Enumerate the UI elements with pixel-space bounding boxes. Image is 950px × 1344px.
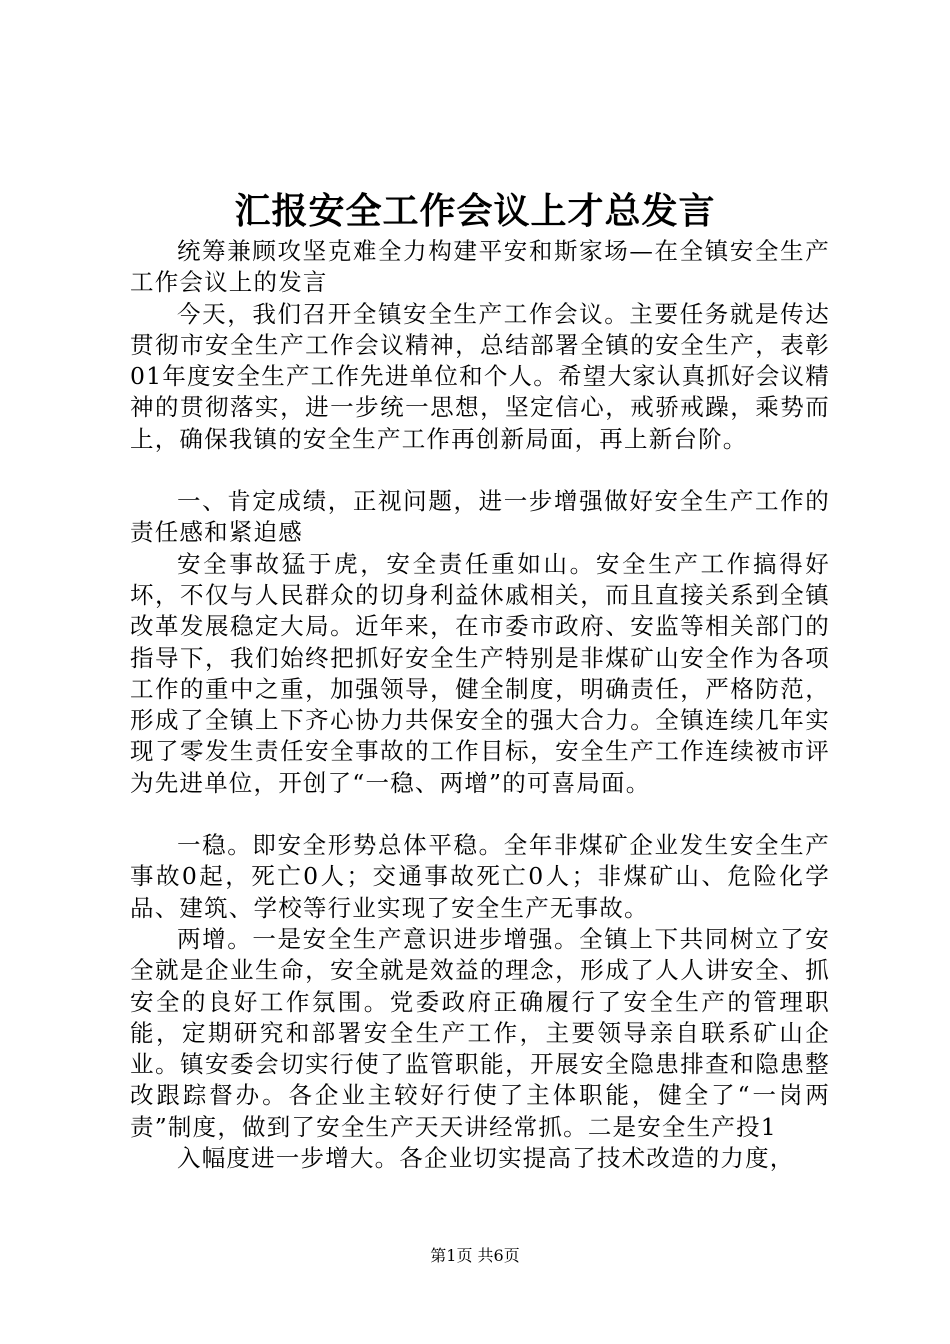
paragraph-gap (130, 455, 830, 486)
section-heading-1: 一、肯定成绩，正视问题，进一步增强做好安全生产工作的责任感和紧迫感 (130, 487, 830, 547)
page-footer: 第1页 共6页 (430, 1246, 520, 1265)
document-title: 汇报安全工作会议上才总发言 (234, 190, 716, 232)
paragraph-achievements: 安全事故猛于虎，安全责任重如山。安全生产工作搞得好坏，不仅与人民群众的切身利益休戚相关，而且直接关系到全镇改革发展稳定大局。近年来，在市委市政府、安监等相关部门的指导下，我们始终把抓好安全生产特别是非煤矿山安全作为各项工作的重中之重，加强领导，健全制度，明确责任，严格防范，形成了全镇上下齐心协力共保安全的强大合力。全镇连续几年实现了零发生责任安全事故的工作目标，安全生产工作连续被市评为先进单位，开创了“一稳、两增”的可喜局面。 (130, 549, 830, 797)
paragraph-intro: 今天，我们召开全镇安全生产工作会议。主要任务就是传达贯彻市安全生产工作会议精神，总结部署全镇的安全生产，表彰01年度安全生产工作先进单位和个人。希望大家认真抓好会议精神的贯彻落实，进一步统一思想，坚定信心，戒骄戒躁，乘势而上，确保我镇的安全生产工作再创新局面，再上新台阶。 (130, 299, 830, 453)
paragraph-continued: 入幅度进一步增大。各企业切实提高了技术改造的力度， (177, 1144, 795, 1173)
document-body (130, 236, 830, 1174)
paragraph-gap (130, 799, 830, 830)
paragraph-subtitle: 统筹兼顾攻坚克难全力构建平安和斯家场—在全镇安全生产工作会议上的发言 (130, 237, 830, 297)
paragraph-stable: 一稳。即安全形势总体平稳。全年非煤矿企业发生安全生产事故0起，死亡0人；交通事故死亡0人；非煤矿山、危险化学品、建筑、学校等行业实现了安全生产无事故。 (130, 831, 830, 922)
paragraph-increase: 两增。一是安全生产意识进步增强。全镇上下共同树立了安全就是企业生命，安全就是效益的理念，形成了人人讲安全、抓安全的良好工作氛围。党委政府正确履行了安全生产的管理职能，定期研究和部署安全生产工作，主要领导亲自联系矿山企业。镇安委会切实行使了监管职能，开展安全隐患排查和隐患整改跟踪督办。各企业主较好行使了主体职能，健全了“一岗两责”制度，做到了安全生产天天讲经常抓。二是安全生产投1 (130, 924, 830, 1141)
